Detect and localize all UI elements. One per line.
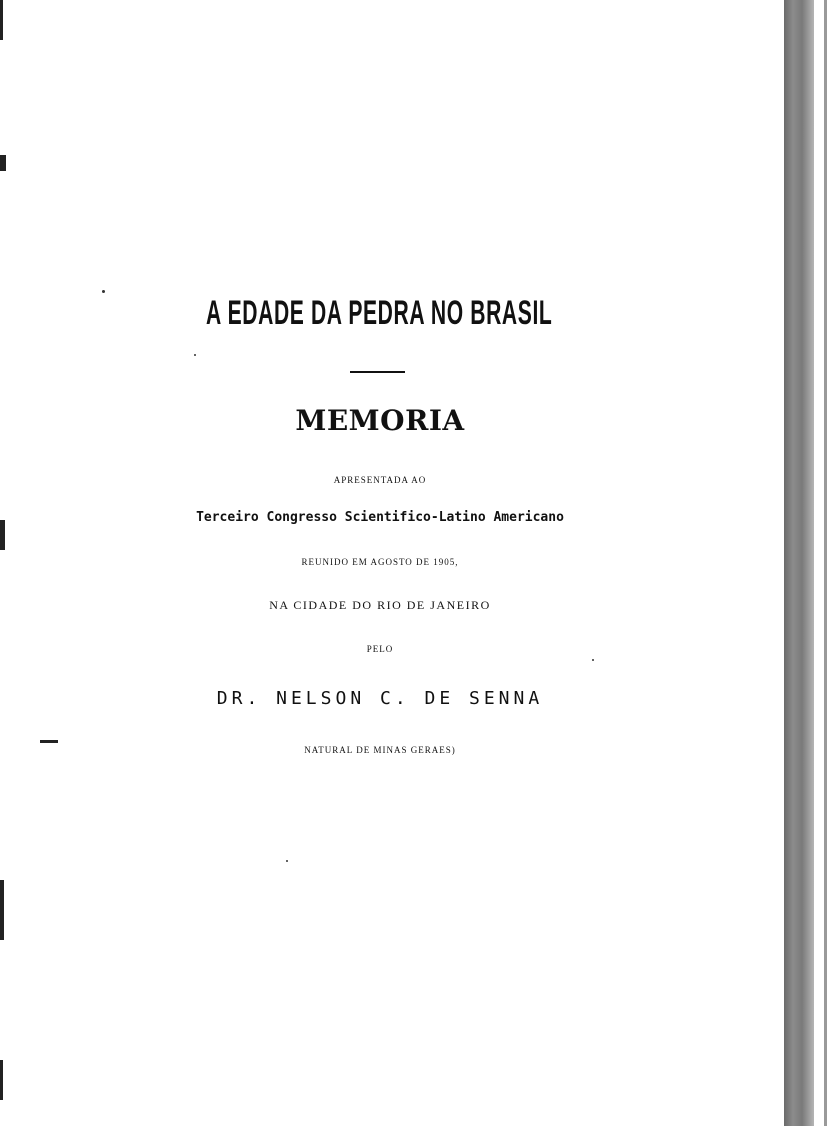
author-origin: NATURAL DE MINAS GERAES)	[304, 745, 456, 755]
author-name: DR. NELSON C. DE SENNA	[216, 688, 544, 709]
meeting-date-line: REUNIDO EM AGOSTO DE 1905,	[301, 557, 459, 567]
book-spine	[784, 0, 838, 1126]
scan-speck	[194, 354, 196, 356]
spine-line	[824, 0, 827, 1126]
scan-speck	[286, 860, 288, 862]
presented-to-line: APRESENTADA AO	[333, 475, 427, 485]
spine-shadow	[784, 0, 814, 1126]
heading-memoria: MEMORIA	[295, 404, 465, 437]
book-title: A EDADE DA PEDRA NO BRASIL	[206, 294, 553, 332]
title-rule	[350, 371, 405, 373]
congress-name: Terceiro Congresso Scientifico-Latino Americano	[196, 510, 564, 525]
scan-edge-mark	[40, 740, 58, 743]
scan-edge-mark	[0, 1060, 3, 1100]
by-line: PELO	[366, 644, 394, 654]
scan-edge-mark	[0, 0, 3, 40]
city-line: NA CIDADE DO RIO DE JANEIRO	[269, 598, 491, 612]
scan-speck	[592, 659, 594, 661]
scan-edge-mark	[0, 155, 6, 171]
scan-edge-mark	[0, 880, 4, 940]
scan-speck	[102, 290, 105, 293]
